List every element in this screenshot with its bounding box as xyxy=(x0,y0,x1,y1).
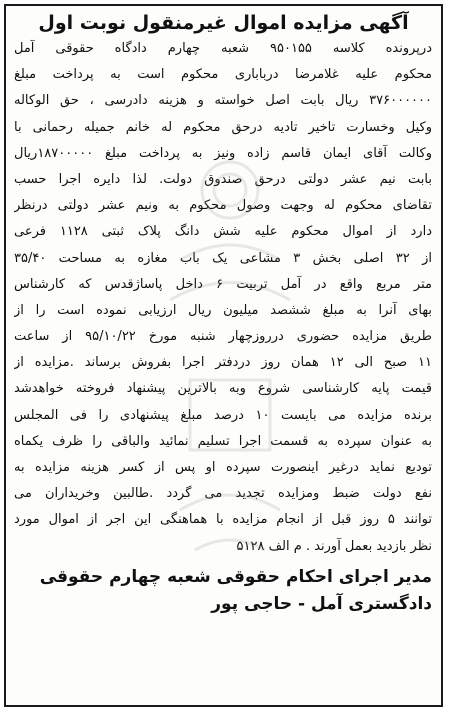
notice-line: توانند ۵ روز قبل از انجام مزایده با هماهنگی این اجر از اموال مورد xyxy=(14,512,432,528)
notice-line: دارد از اموال محکوم علیه شش دانگ پلاک ثبتی ۱۱۲۸ فرعی xyxy=(14,224,432,240)
auction-notice xyxy=(4,4,443,707)
notice-line: قیمت پایه کارشناسی شروع وبه بالاترین پیشنهاد فروخته خواهدشد xyxy=(14,381,432,397)
notice-line: ۱۱ صبح الی ۱۲ همان روز دردفتر اجرا بفروش برساند .مزایده از xyxy=(14,355,432,371)
notice-line: وکیل وخسارت تاخیر تادیه درحق محکوم له خانم جمیله رحمانی با xyxy=(14,119,432,135)
notice-line: از ۳۲ اصلی بخش ۳ مشاعی یک باب مغازه به مساحت ۳۵/۴۰ xyxy=(14,250,432,266)
notice-line: بابت نیم عشر دولتی درحق صندوق دولت. لذا دایره اجرا حسب xyxy=(14,171,432,187)
notice-line: وکالت آقای ایمان قاسم زاده ونیز به پرداخت مبلغ ۱۸۷۰۰۰۰۰ریال xyxy=(14,145,432,161)
notice-line: تقاضای محکوم له وجهت وصول محکوم به ونیم عشر دولتی درنظر xyxy=(14,198,432,214)
notice-line: برنده مزایده می بایست ۱۰ درصد مبلغ پیشنهادی را فی المجلس xyxy=(14,407,432,423)
notice-line: نفع دولت ضبط ومزایده تجدید می گردد .طالبین وخریداران می xyxy=(14,486,432,502)
notice-line: درپرونده کلاسه ۹۵۰۱۵۵ شعبه چهارم دادگاه حقوقی آمل xyxy=(14,41,432,56)
signature-title: مدیر اجرای احکام حقوقی شعبه چهارم حقوقی xyxy=(39,566,432,587)
notice-line: تودیع نماید درغیر اینصورت سپرده او پس از کسر هزینه مزایده به xyxy=(14,460,432,475)
notice-line: ۳۷۶۰۰۰۰۰۰ ریال بابت اصل خواسته و هزینه دادرسی ، حق الوکاله xyxy=(14,93,432,109)
notice-body xyxy=(6,36,441,560)
signature-name: دادگستری آمل - حاجی پور xyxy=(211,593,432,614)
notice-line: متر مربع واقع در آمل تربیت ۶ داخل پاساژقدس که کارشناس xyxy=(14,276,432,292)
notice-line: طریق مزایده حضوری درروزچهار شنبه مورخ ۹۵/۱۰/۲۲ از ساعت xyxy=(14,329,432,345)
signature-block xyxy=(6,560,441,618)
notice-line: به عنوان سپرده به قسمت اجرا تسلیم نمائید والباقی را ظرف یکماه xyxy=(14,433,432,449)
notice-line: محکوم علیه غلامرضا درباباری محکوم است به پرداخت مبلغ xyxy=(14,67,432,83)
notice-line: بهای آنرا به مبلغ ششصد میلیون ریال ارزیابی نموده است را از xyxy=(14,302,432,318)
notice-title: آگهی مزایده اموال غیرمنقول نوبت اول xyxy=(38,12,409,34)
notice-line-last: نظر بازدید بعمل آورند . م الف ۵۱۲۸ xyxy=(236,538,432,554)
